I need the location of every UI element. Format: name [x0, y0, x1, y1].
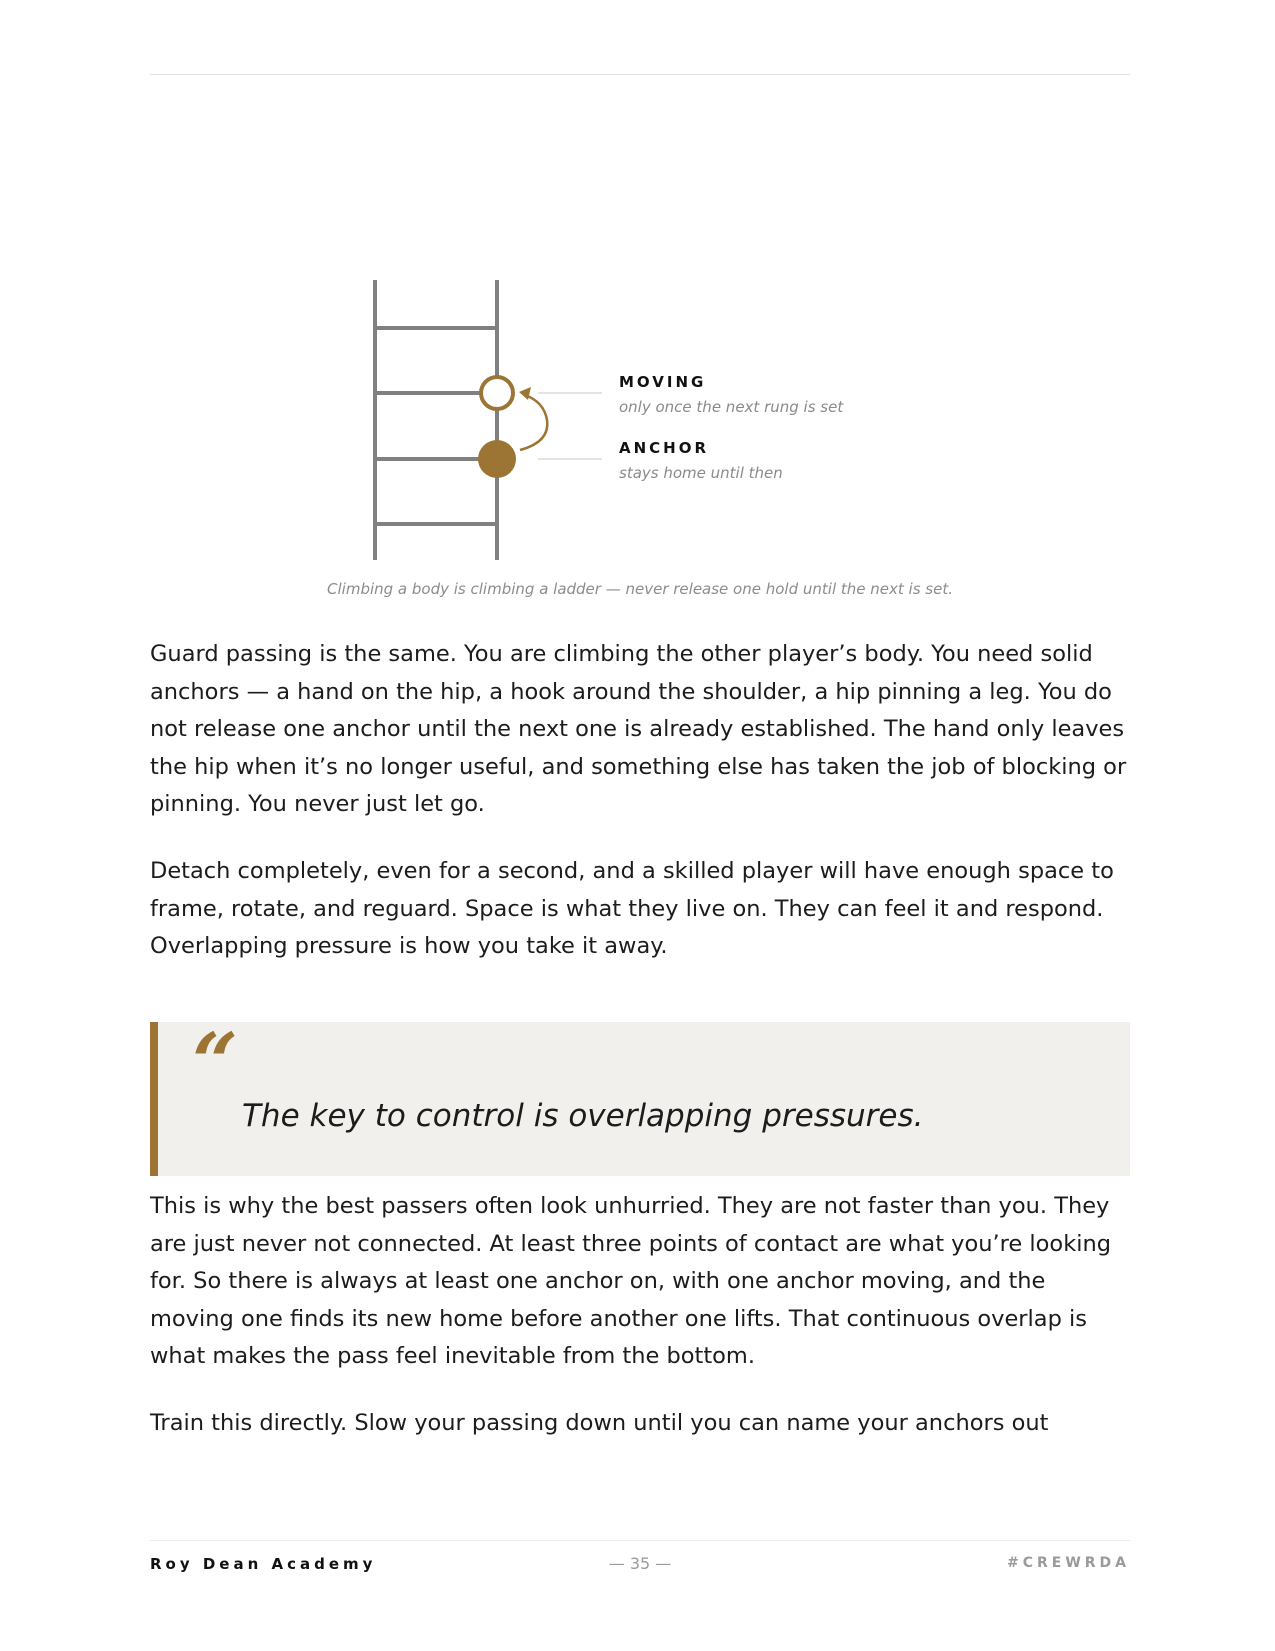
body-paragraph: This is why the best passers often look unhurried. They are not faster than you. They are just never not connected. At least three points of contact are what you’re looking for. So there is always at least one anchor on, with one anchor moving, and the moving one finds its new home before another one lifts. That continuous overlap is what makes the pass feel inevitable from the bottom. [150, 1193, 1112, 1370]
figure-caption: Climbing a body is climbing a ladder — never release one hold until the next is set. [327, 580, 953, 598]
body-paragraph: Guard passing is the same. You are climbing the other player’s body. You need solid anchors — a hand on the hip, a hook around the shoulder, a hip pinning a leg. You do not release one anchor until the next one is already established. The hand only leaves the hip when it’s no longer useful, and something else has taken the job of blocking or pinning. You never just let go. [150, 641, 1127, 818]
anchor-sublabel: stays home until then [619, 464, 783, 482]
moving-label: MOVING [619, 373, 707, 391]
footer-brand: Roy Dean Academy [150, 1555, 377, 1573]
bottom-rule [150, 1540, 1130, 1541]
moving-hold-marker [481, 377, 513, 409]
body-paragraph: Train this directly. Slow your passing down until you can name your anchors out [150, 1410, 1049, 1436]
moving-sublabel: only once the next rung is set [619, 398, 844, 416]
anchor-label: ANCHOR [619, 439, 710, 457]
body-paragraph: Detach completely, even for a second, and a skilled player will have enough space to frame, rotate, and reguard. Space is what they live on. They can feel it and respond. Overlapping pressure is how you take it away. [150, 858, 1114, 960]
footer-hashtag: #CREWRDA [1006, 1555, 1130, 1571]
anchor-hold-marker [478, 440, 516, 478]
move-arrow [520, 395, 547, 450]
top-rule [150, 74, 1130, 75]
page-number: — 35 — [608, 1554, 672, 1573]
pullquote [150, 1015, 1130, 1176]
ladder-figure [150, 270, 1130, 610]
ladder-diagram [150, 270, 1130, 570]
quote-mark-icon: “ [192, 1015, 239, 1109]
pullquote-text: The key to control is overlapping pressures. [242, 1098, 924, 1134]
